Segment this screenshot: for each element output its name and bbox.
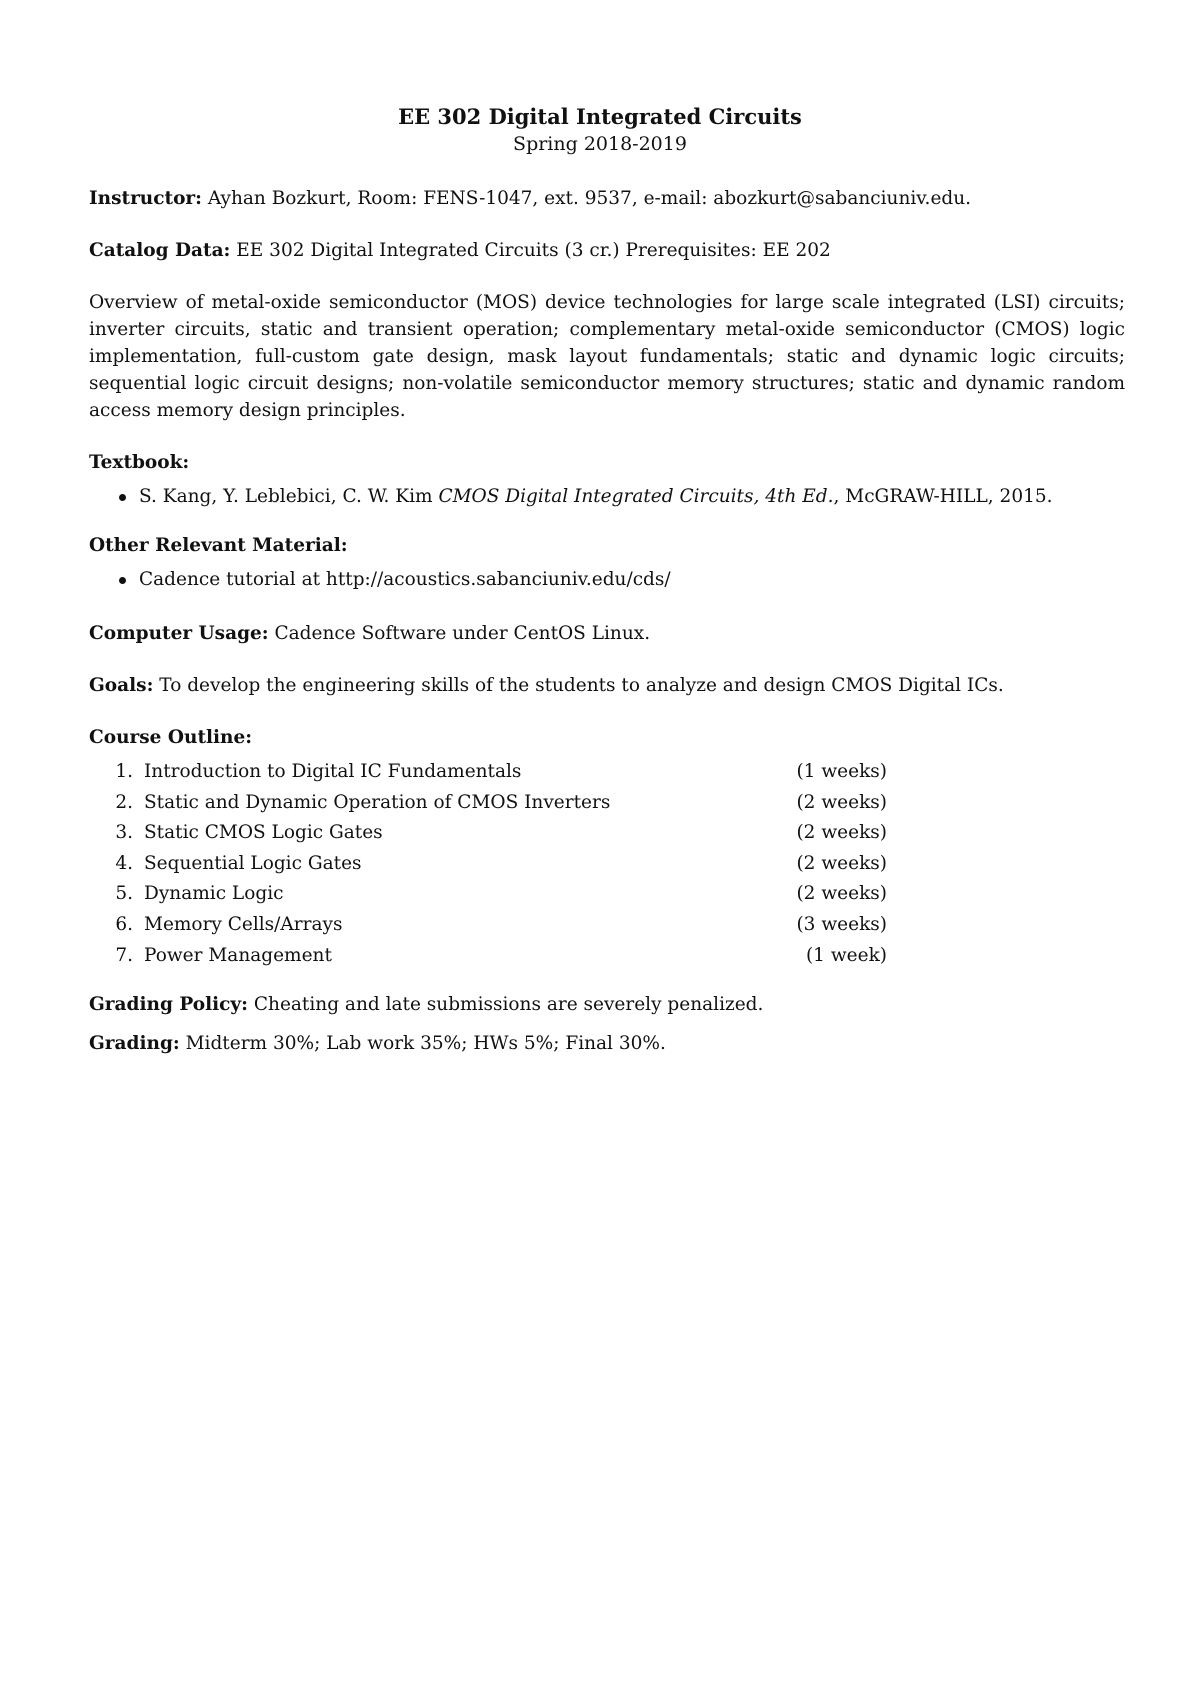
instructor-text: Ayhan Bozkurt, Room: FENS-1047, ext. 9537, e-mail: abozkurt@sabanciuniv.edu. — [207, 188, 972, 209]
outline-item — [89, 849, 1125, 880]
document-title: EE 302 Digital Integrated Circuits — [398, 104, 802, 129]
outline-duration: (1 week) — [805, 944, 887, 966]
textbook-title: CMOS Digital Integrated Circuits, 4th Ed. — [438, 486, 834, 507]
goals-label: Goals: — [89, 675, 154, 696]
computer-usage-label: Computer Usage: — [89, 623, 269, 644]
computer-usage-section — [89, 620, 1125, 647]
other-material-item: Cadence tutorial at http://acoustics.sabanciuniv.edu/cds/ — [139, 569, 671, 590]
outline-topic: Static CMOS Logic Gates — [144, 822, 383, 844]
textbook-authors: S. Kang, Y. Leblebici, C. W. Kim — [139, 486, 439, 507]
instructor-section — [89, 185, 1125, 212]
document-body — [89, 185, 1125, 1057]
grading-policy-text: Cheating and late submissions are severely penalized. — [253, 994, 764, 1016]
instructor-label: Instructor: — [89, 188, 202, 209]
textbook-label: Textbook: — [89, 452, 190, 473]
grading-policy-section — [89, 991, 1125, 1018]
outline-number: 6. — [115, 913, 133, 935]
outline-item — [89, 818, 1125, 849]
outline-topic: Dynamic Logic — [144, 883, 284, 905]
outline-topic: Memory Cells/Arrays — [144, 913, 343, 935]
catalog-label: Catalog Data: — [89, 240, 231, 261]
document-header — [0, 103, 1200, 157]
goals-section — [89, 672, 1125, 699]
outline-item — [89, 941, 1125, 972]
outline-number: 5. — [115, 883, 133, 905]
bullet-icon — [119, 494, 126, 501]
other-material-list — [89, 565, 1125, 595]
outline-duration: (2 weeks) — [796, 883, 887, 905]
document-term: Spring 2018-2019 — [513, 133, 687, 155]
outline-item — [89, 788, 1125, 819]
catalog-section — [89, 237, 1125, 264]
outline-duration: (2 weeks) — [796, 852, 887, 874]
course-outline-label: Course Outline: — [89, 727, 253, 748]
catalog-text: EE 302 Digital Integrated Circuits (3 cr.) Prerequisites: EE 202 — [236, 240, 831, 261]
outline-duration: (2 weeks) — [796, 791, 887, 813]
grading-text: Midterm 30%; Lab work 35%; HWs 5%; Final 30%. — [185, 1033, 666, 1055]
textbook-list — [89, 482, 1125, 512]
grading-section — [89, 1030, 1125, 1057]
outline-duration: (2 weeks) — [796, 822, 887, 844]
outline-number: 1. — [115, 761, 133, 782]
outline-topic: Power Management — [144, 944, 332, 966]
outline-duration: (1 weeks) — [796, 761, 887, 782]
goals-text: To develop the engineering skills of the students to analyze and design CMOS Digital ICs. — [159, 675, 1004, 696]
grading-label: Grading: — [89, 1033, 180, 1055]
outline-item — [89, 757, 1125, 788]
outline-number: 7. — [115, 944, 133, 966]
outline-topic: Introduction to Digital IC Fundamentals — [144, 761, 522, 782]
outline-topic: Static and Dynamic Operation of CMOS Inverters — [144, 791, 611, 813]
outline-number: 3. — [115, 822, 133, 844]
course-description: Overview of metal-oxide semiconductor (MOS) device technologies for large scale integrated (LSI) circuits; inverter circuits, static and transient operation; complementary metal-oxide semiconductor (CMOS) logic implementation, full-custom gate design, mask layout fundamentals; static and dynamic logic circuits; sequential logic circuit designs; non-volatile semiconductor memory structures; static and dynamic random access memory design principles. — [89, 292, 1125, 421]
computer-usage-text: Cadence Software under CentOS Linux. — [274, 623, 651, 644]
bullet-icon — [119, 577, 126, 584]
course-outline-list — [89, 757, 1125, 971]
list-item — [119, 482, 1125, 512]
outline-topic: Sequential Logic Gates — [144, 852, 362, 874]
outline-duration: (3 weeks) — [796, 913, 887, 935]
outline-item — [89, 879, 1125, 910]
other-material-label: Other Relevant Material: — [89, 535, 348, 556]
textbook-publisher: , McGRAW-HILL, 2015. — [833, 486, 1053, 507]
outline-number: 2. — [115, 791, 133, 813]
outline-item — [89, 910, 1125, 941]
outline-number: 4. — [115, 852, 133, 874]
grading-policy-label: Grading Policy: — [89, 994, 248, 1016]
list-item — [119, 565, 1125, 595]
